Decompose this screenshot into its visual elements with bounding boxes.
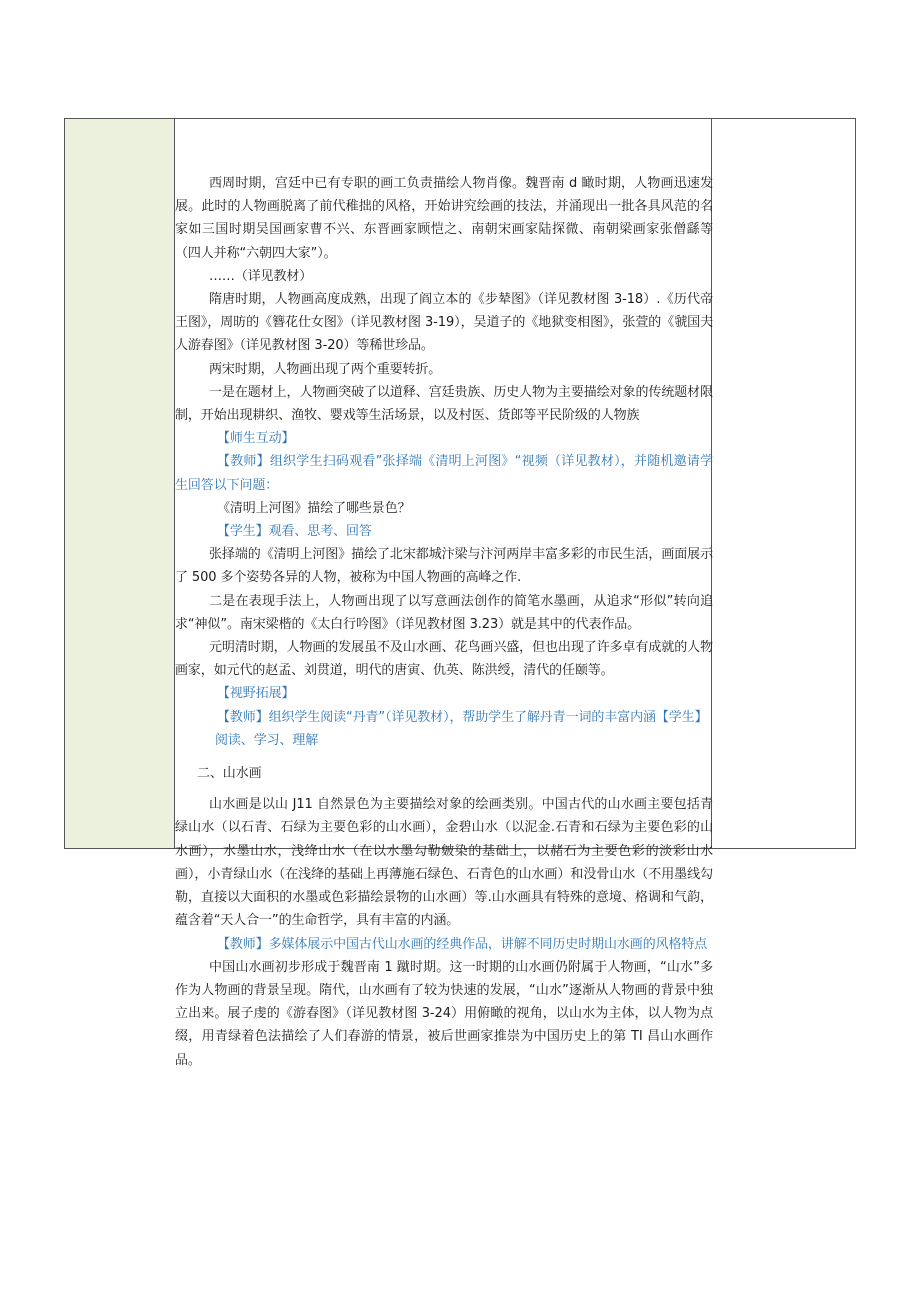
section-heading-landscape: 二、山水画 <box>197 766 262 782</box>
left-column-cell <box>65 119 175 848</box>
section-teacher-student-interaction: 【师生互动】 <box>217 431 295 447</box>
paragraph-see-textbook: ……（详见教材） <box>209 268 313 284</box>
paragraph-technique: 二是在表现手法上，人物画出现了以写意画法创作的简笔水墨画，从追求“形似”转向追求“神似”。南宋梁楷的《太白行吟图》（详见教材图 3.23）就是其中的代表作品。 <box>175 593 713 632</box>
student-activity: 【学生】观看、思考、回答 <box>217 524 372 540</box>
paragraph-landscape-definition: 山水画是以山 J11 自然景色为主要描绘对象的绘画类别。中国古代的山水画主要包括青绿山水（以石青、石绿为主要色彩的山水画），金碧山水（以泥金.石青和石绿为主要色彩的山水画），水墨山水，浅绛山水（在以水墨勾勒皴染的基础上，以赭石为主要色彩的淡彩山水画），小青绿山水（在浅绛的基础上再薄施石绿色、石青色的山水画）和没骨山水（不用墨线勾勒，直接以大面积的水墨或色彩描绘景物的山水画）等.山水画具有特殊的意境、格调和气韵，蕴含着“天人合一”的生命哲学，具有丰富的内涵。 <box>175 797 713 929</box>
section-broaden-horizons: 【视野拓展】 <box>217 686 295 702</box>
paragraph-subject-matter: 一是在题材上，人物画突破了以道释、宫廷贵族、历史人物为主要描绘对象的传统题材限制，开始出现耕织、渔牧、婴戏等生活场景，以及村医、货郎等平民阶级的人物族 <box>175 384 713 424</box>
student-read-learn: 阅读、学习、理解 <box>215 732 319 748</box>
paragraph-yuan-ming-qing: 元明清时期，人物画的发展虽不及山水画、花鸟画兴盛，但也出现了许多卓有成就的人物画家，如元代的赵孟、刘贯道，明代的唐寅、仇英、陈洪绶，清代的任颐等。 <box>175 640 713 679</box>
teacher-instruction-multimedia: 【教师】多媒体展示中国古代山水画的经典作品，讲解不同历史时期山水画的风格特点 <box>217 936 708 952</box>
teacher-instruction-video: 【教师】组织学生扫码观看”张择端《清明上河图》“视频（详见教材），并随机邀请学生回答以下问题： <box>175 454 713 493</box>
paragraph-landscape-origin: 中国山水画初步形成于魏晋南 1 蹴时期。这一时期的山水画仍附属于人物画，“山水”多作为人物画的背景呈现。隋代，山水画有了较为快速的发展，“山水”逐渐从人物画的背景中独立出来。展子虔的《游春图》（详见教材图 3-24）用俯瞰的视角，以山水为主体，以人物为点缀，用青绿着色法描绘了人们春游的情景，被后世画家推崇为中国历史上的第 TI 昌山水画作品。 <box>175 959 713 1068</box>
paragraph-qingming-answer: 张择端的《清明上河图》描绘了北宋都城汴梁与汴河两岸丰富多彩的市民生活，画面展示了 500 多个姿势各异的人物，被称为中国人物画的高峰之作. <box>175 547 713 586</box>
right-column-cell <box>711 119 855 848</box>
paragraph-sui-tang: 隋唐时期，人物画高度成熟，出现了阎立本的《步辇图》（详见教材图 3-18）.《历代帝王图》，周昉的《簪花仕女图》（详见教材图 3-19），吴道子的《地狱变相图》，张萱的《虢国夫人游春图》（详见教材图 3-20）等稀世珍品。 <box>175 292 713 354</box>
teacher-instruction-danqing: 【教师】组织学生阅读“丹青”（详见教材），帮助学生了解丹青一词的丰富内涵【学生】 <box>217 709 708 725</box>
discussion-question: 《清明上河图》描绘了哪些景色？ <box>217 500 411 516</box>
paragraph-western-zhou: 西周时期，宫廷中已有专职的画工负责描绘人物肖像。魏晋南 d 瞰时期，人物画迅速发展。此时的人物画脱离了前代稚拙的风格，开始讲究绘画的技法，并涌现出一批各具风范的名家如三国时期吴国画家曹不兴、东晋画家顾恺之、南朝宋画家陆探微、南朝梁画家张僧繇等（四人并称“六朝四大家”）。 <box>175 176 713 261</box>
paragraph-song-turning: 两宋时期，人物画出现了两个重要转折。 <box>209 361 442 377</box>
lesson-content <box>175 172 713 1072</box>
